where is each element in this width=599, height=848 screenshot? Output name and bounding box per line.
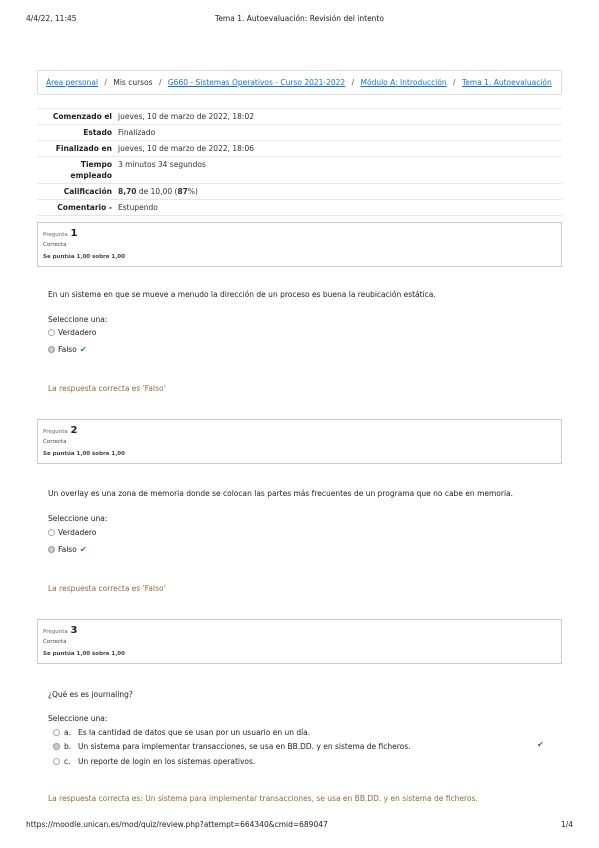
- question-number-value: 2: [70, 425, 78, 436]
- question-info-3: [37, 619, 562, 664]
- summary-row-state: [37, 125, 562, 141]
- right-answer-feedback: La respuesta correcta es 'Falso': [48, 584, 166, 593]
- breadcrumb-separator: /: [158, 78, 162, 87]
- question-state: Correcta: [43, 639, 67, 645]
- summary-value: Finalizado: [118, 128, 156, 137]
- summary-row-started: [37, 109, 562, 125]
- breadcrumb: [37, 70, 562, 95]
- answer-prompt: Seleccione una:: [48, 315, 108, 324]
- right-answer-feedback: La respuesta correcta es: Un sistema para implementar transacciones, se usa en BB.DD. y en sistema de ficheros.: [48, 794, 478, 803]
- print-footer: [26, 820, 573, 832]
- answer-option[interactable]: [48, 545, 87, 554]
- question-text: En un sistema en que se mueve a menudo la dirección de un proceso es buena la reubicación estática.: [48, 290, 436, 299]
- answer-prompt: Seleccione una:: [48, 714, 108, 723]
- question-state: Correcta: [43, 242, 67, 248]
- question-number: [43, 625, 556, 636]
- answer-option-label: Verdadero: [58, 528, 97, 537]
- answer-option-label: Verdadero: [58, 328, 97, 337]
- question-info-2: [37, 419, 562, 464]
- answer-option[interactable]: [53, 757, 255, 766]
- breadcrumb-module[interactable]: Módulo A: Introducción: [360, 78, 447, 87]
- breadcrumb-separator: /: [351, 78, 355, 87]
- summary-label: Comenzado el: [52, 112, 112, 121]
- check-icon: ✔: [537, 740, 544, 749]
- summary-label: Finalizado en: [55, 144, 112, 153]
- grade-score: 8,70: [118, 187, 137, 196]
- question-number: [43, 425, 556, 436]
- answer-option[interactable]: [48, 528, 96, 537]
- radio-icon[interactable]: [48, 529, 55, 536]
- check-icon: ✔: [79, 345, 87, 354]
- question-grade: Se puntúa 1,00 sobre 1,00: [43, 651, 125, 657]
- radio-icon[interactable]: [53, 758, 60, 765]
- answer-prompt: Seleccione una:: [48, 514, 108, 523]
- question-state: Correcta: [43, 439, 67, 445]
- answer-option-label: Falso: [58, 345, 77, 354]
- question-grade: Se puntúa 1,00 sobre 1,00: [43, 254, 125, 260]
- summary-label: Estado: [83, 128, 112, 137]
- breadcrumb-area-personal[interactable]: Área personal: [46, 78, 99, 87]
- breadcrumb-separator: /: [104, 78, 107, 87]
- answer-option[interactable]: [48, 328, 96, 337]
- print-header: [26, 14, 573, 26]
- radio-selected-icon[interactable]: [53, 743, 60, 750]
- answer-option-label: Un sistema para implementar transacciones, se usa en BB.DD. y en sistema de ficheros.: [78, 742, 411, 751]
- answer-option[interactable]: [53, 728, 310, 737]
- question-text: ¿Qué es es journaling?: [48, 690, 133, 699]
- answer-option[interactable]: [53, 742, 411, 751]
- breadcrumb-separator: /: [453, 78, 456, 87]
- summary-row-grade: [37, 184, 562, 200]
- summary-row-finished: [37, 141, 562, 157]
- radio-selected-icon[interactable]: [48, 546, 55, 553]
- question-number: [43, 228, 556, 239]
- question-number-label: Pregunta: [43, 629, 68, 635]
- right-answer-feedback: La respuesta correcta es 'Falso': [48, 384, 166, 393]
- print-url: https://moodle.unican.es/mod/quiz/review.php?attempt=664340&cmid=689047: [26, 820, 328, 829]
- grade-max: de 10,00 (: [136, 187, 178, 196]
- question-number-value: 3: [70, 625, 78, 636]
- summary-row-comment: [37, 200, 562, 216]
- answer-option-label: Es la cantidad de datos que se usan por un usuario en un día.: [78, 728, 311, 737]
- answer-option[interactable]: [48, 345, 87, 354]
- print-page-number: 1/4: [560, 820, 573, 829]
- answer-option-label: Falso: [58, 545, 77, 554]
- question-number-value: 1: [70, 228, 78, 239]
- question-text: Un overlay es una zona de memoria donde se colocan las partes más frecuentes de un programa que no cabe en memoria.: [48, 489, 514, 498]
- radio-icon[interactable]: [53, 729, 60, 736]
- summary-value: 3 minutos 34 segundos: [118, 160, 206, 169]
- summary-value: jueves, 10 de marzo de 2022, 18:06: [118, 144, 254, 153]
- breadcrumb-course[interactable]: G660 - Sistemas Operativos - Curso 2021-2022: [167, 78, 346, 87]
- attempt-summary-table: [37, 108, 562, 216]
- check-icon: ✔: [79, 545, 87, 554]
- answer-option-letter: a.: [64, 728, 71, 737]
- question-info-1: [37, 222, 562, 267]
- summary-label: Comentario -: [57, 203, 112, 212]
- question-grade: Se puntúa 1,00 sobre 1,00: [43, 451, 125, 457]
- question-number-label: Pregunta: [43, 232, 68, 238]
- summary-value: Estupendo: [118, 203, 158, 212]
- breadcrumb-quiz[interactable]: Tema 1. Autoevaluación: [461, 78, 552, 87]
- print-datetime: 4/4/22, 11:45: [26, 14, 77, 23]
- grade-percent: 87: [177, 187, 188, 196]
- grade-percent-suffix: %): [187, 187, 198, 196]
- answer-option-letter: b.: [64, 742, 72, 751]
- summary-value: jueves, 10 de marzo de 2022, 18:02: [118, 112, 254, 121]
- breadcrumb-mis-cursos: Mis cursos: [113, 78, 153, 87]
- radio-selected-icon[interactable]: [48, 346, 55, 353]
- question-number-label: Pregunta: [43, 429, 68, 435]
- print-title: Tema 1. Autoevaluación: Revisión del intento: [215, 14, 384, 23]
- summary-value: [116, 184, 562, 200]
- radio-icon[interactable]: [48, 329, 55, 336]
- summary-label: Calificación: [63, 187, 112, 196]
- answer-option-letter: c.: [64, 757, 71, 766]
- summary-label: Tiempo empleado: [70, 160, 112, 180]
- summary-row-time: [37, 157, 562, 184]
- answer-option-label: Un reporte de login en los sistemas operativos.: [78, 757, 256, 766]
